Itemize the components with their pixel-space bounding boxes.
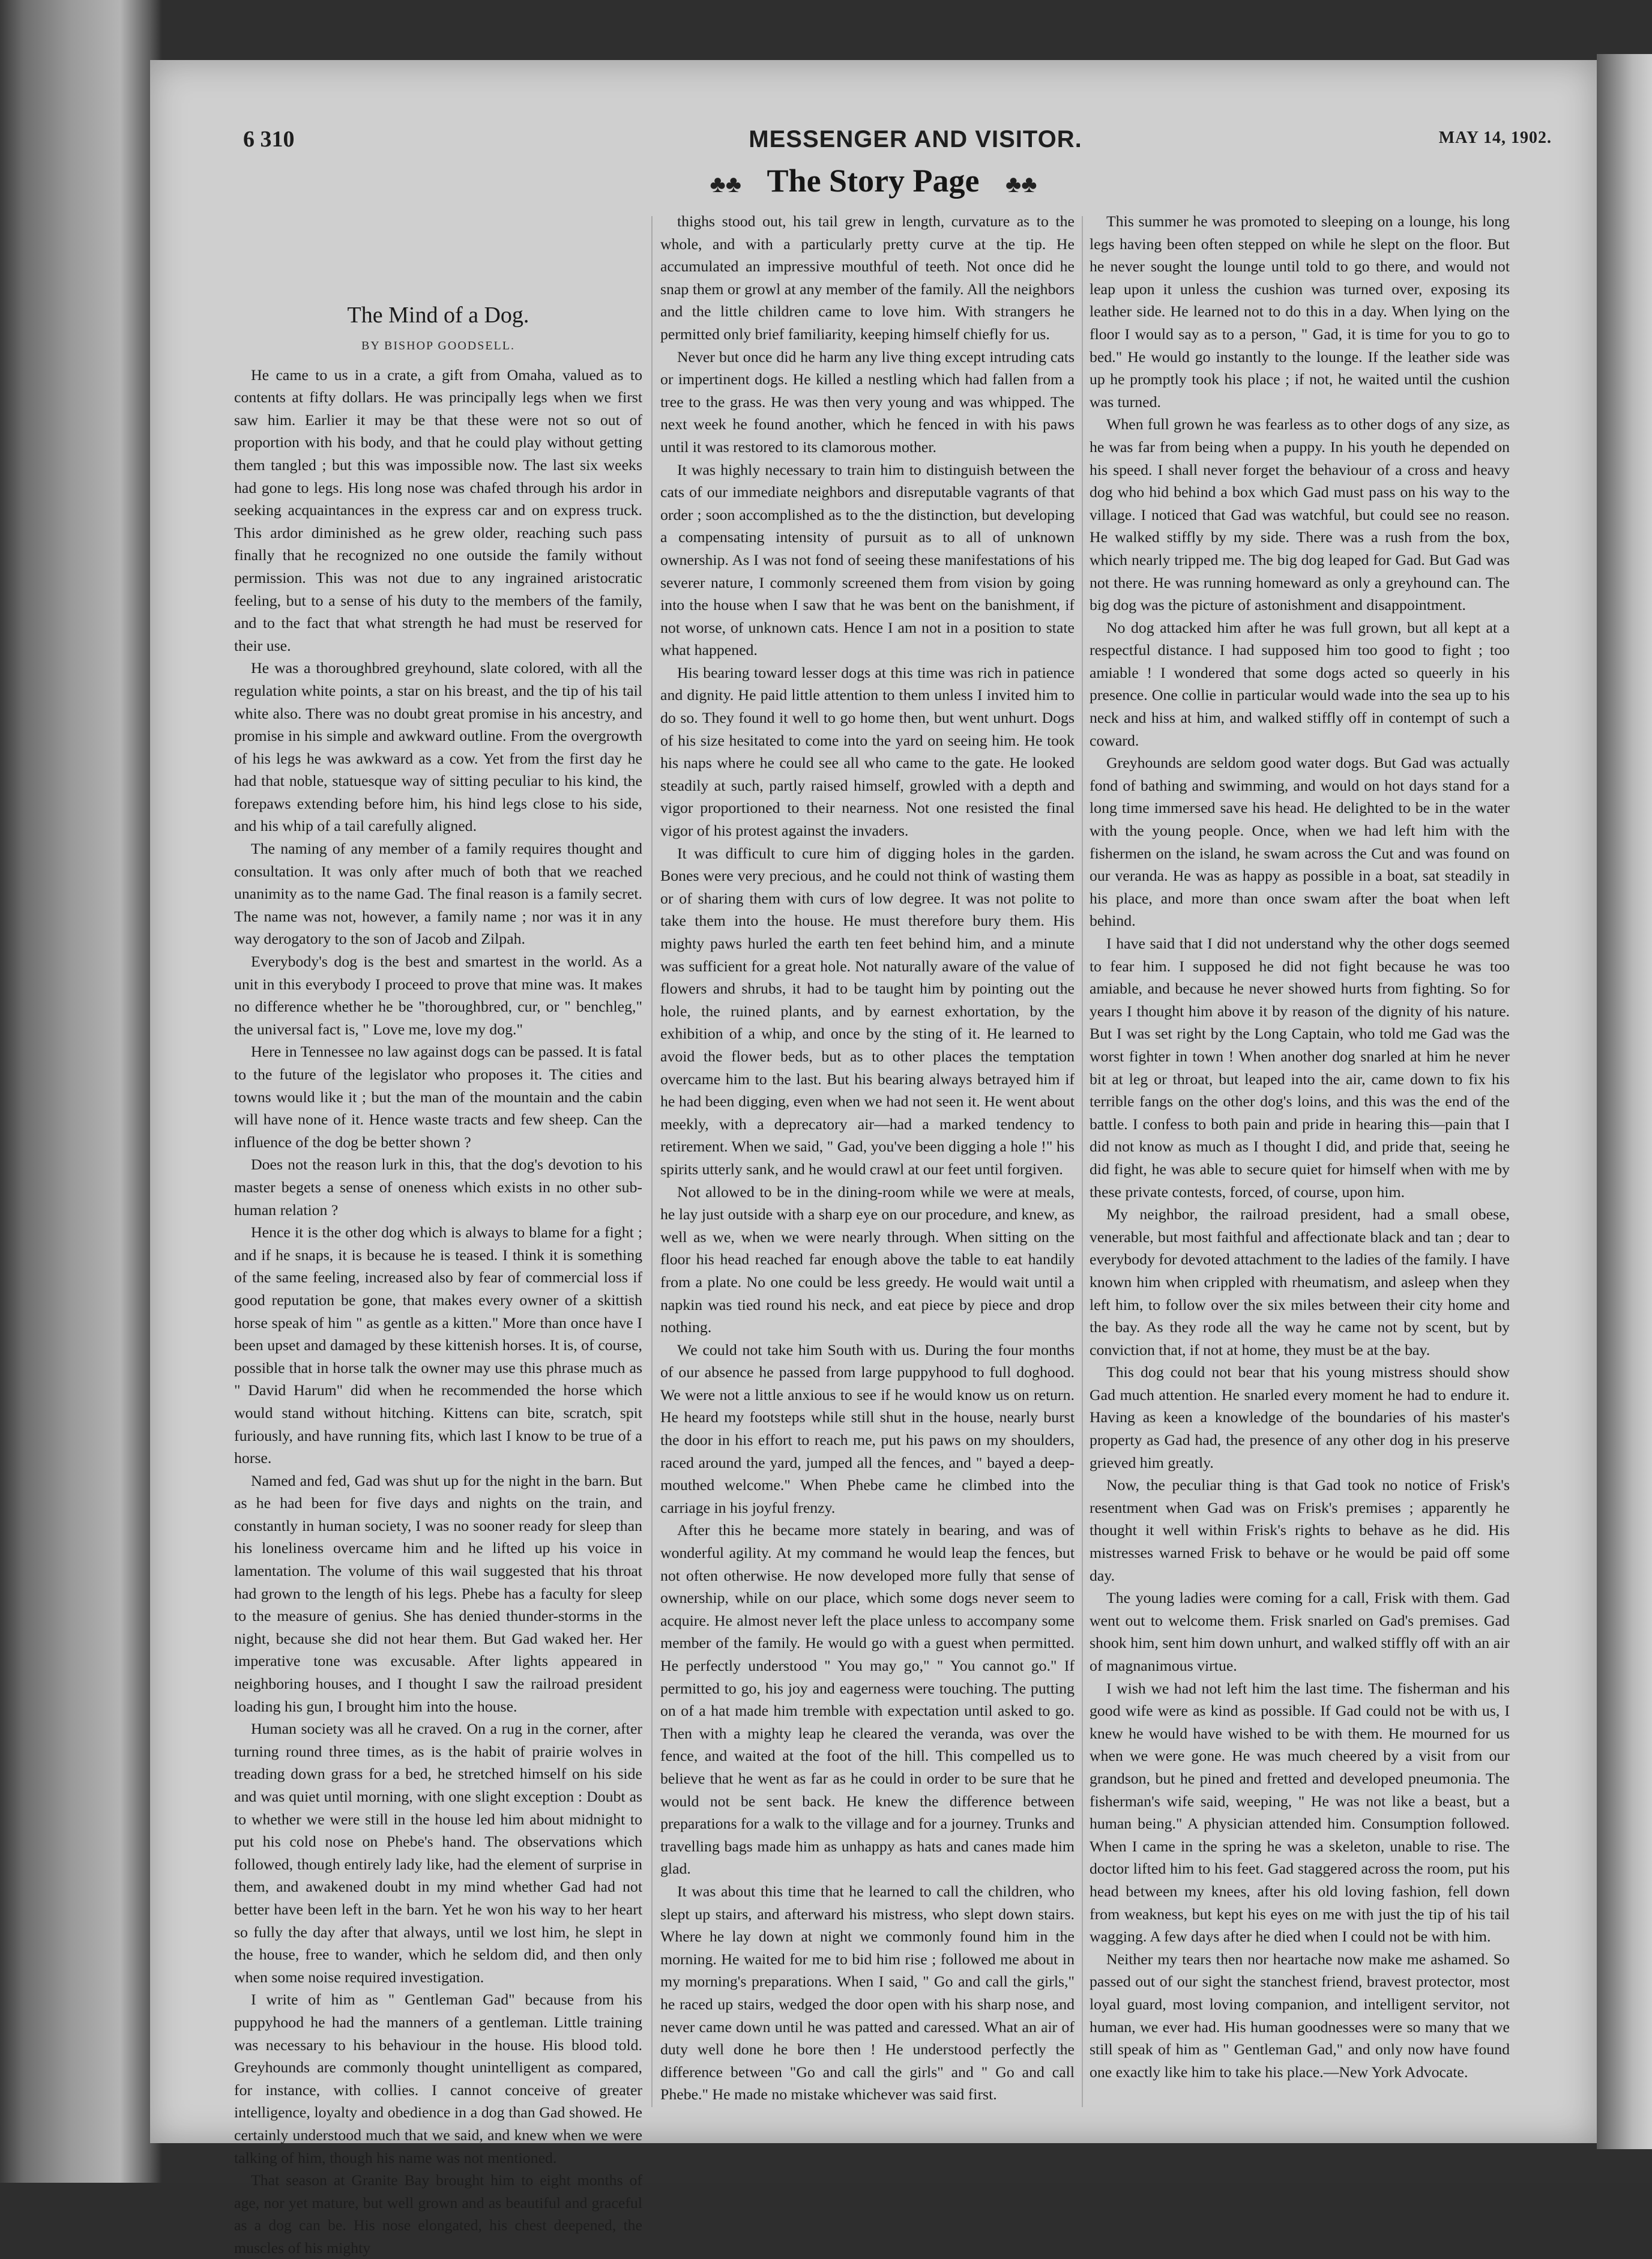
article-paragraph: thighs stood out, his tail grew in length, curvature as to the whole, and with a particularly pretty curve at the tip. He accumulated an impressive mouthful of teeth. Not once did he snap them or growl at any member of the family. All the neighbors and the little children came to love him. With strangers he permitted only brief familiarity, keeping himself chiefly for us. <box>660 213 1075 343</box>
article-paragraph: Here in Tennessee no law against dogs can be passed. It is fatal to the future of the legislator who proposes it. The cities and towns would like it ; but the man of the mountain and the cabin will have none of it. Hence waste tracts and few sheep. Can the influence of the dog be better shown ? <box>234 1043 642 1151</box>
article-byline: BY BISHOP GOODSELL. <box>361 339 515 352</box>
article-paragraph: It was difficult to cure him of digging holes in the garden. Bones were very precious, and he could not think of wasting them or of sharing them with curs of low degree. It was not polite to take them into the house. He must therefore bury them. His mighty paws hurled the earth ten feet behind him, and a minute was sufficient for a great hole. Not naturally aware of the value of flowers and shrubs, it had to be taught him by pointing out the hole, the ruined plants, and by earnest exhortation, by the exhibition of a whip, and once by the sting of it. He learned to avoid the flower beds, but as to other places the temptation overcame him to the last. But his bearing always betrayed him if he had been digging, even when we had not seen it. He went about meekly, with a deprecatory air—had a marked tendency to retirement. When we said, " Gad, you've been digging a hole !" his spirits utterly sank, and he would crawl at our feet until forgiven. <box>660 844 1075 1178</box>
article-paragraph: He came to us in a crate, a gift from Omaha, valued as to contents at fifty dollars. He was principally legs when we first saw him. Earlier it may be that these were not so out of proportion with his body, and that he could play without getting them tangled ; but this was impossible now. The last six weeks had gone to legs. His long nose was chafed through his ardor in seeking acquaintances in the express car and on express truck. This ardor diminished as he grew older, reaching such pass finally that he recognized no one outside the family without permission. This was not due to any ingrained aristocratic feeling, but to a sense of his duty to the members of the family, and to the fact that what strength he had must be reserved for their use. <box>234 366 642 654</box>
article-paragraph: I wish we had not left him the last time. The fisherman and his good wife were as kind as possible. If Gad could not be with us, I knew he would have wished to be with them. He mourned for us when we were gone. He was much cheered by a visit from our grandson, but he pined and fretted and developed pneumonia. The fisherman's wife said, weeping, " He was not like a beast, but a human being." A physician attended him. Consumption followed. When I came in the spring he was a skeleton, unable to rise. The doctor lifted him to his feet. Gad staggered across the room, put his head between my knees, after his old loving fashion, fell down from weakness, but kept his eyes on me with just the tip of his tail wagging. A few days after he died when I could not be with him. <box>1090 1679 1510 1946</box>
column-divider <box>651 216 653 2107</box>
article-paragraph: We could not take him South with us. During the four months of our absence he passed from large puppyhood to full doghood. We were not a little anxious to see if he would know us on return. He heard my footsteps while still shut in the house, nearly burst the door in his effort to reach me, put his paws on my shoulders, raced around the yard, jumped all the fences, and " bayed a deep-mouthed welcome." When Phebe came he climbed into the carriage in his joyful frenzy. <box>660 1341 1075 1516</box>
column-divider <box>1082 216 1083 2107</box>
article-paragraph: Now, the peculiar thing is that Gad took no notice of Frisk's resentment when Gad was on Frisk's premises ; apparently he thought it well within Frisk's rights to behave as he did. His mistresses warned Frisk to behave or he would be paid off some day. <box>1090 1476 1510 1584</box>
article-paragraph: After this he became more stately in bearing, and was of wonderful agility. At my command he would leap the fences, but not often otherwise. He now developed more fully that sense of ownership, while on our place, which some dogs never seem to acquire. He almost never left the place unless to accompany some member of the family. He would go with a guest when permitted. He perfectly understood " You may go," " You cannot go." If permitted to go, his joy and eagerness were touching. The putting on of a hat made him tremble with expectation until asked to go. Then with a mighty leap he cleared the veranda, was over the fence, and waited at the foot of the hill. This compelled us to believe that he went as far as he could in order to be sure that he would not be sent back. He knew the difference between preparations for a walk to the village and for a journey. Trunks and travelling bags made him as unhappy as hats and canes made him glad. <box>660 1521 1075 1878</box>
article-paragraph: This summer he was promoted to sleeping on a lounge, his long legs having been often stepped on while he slept on the floor. But he never sought the lounge until told to go there, and would not leap upon it unless the cushion was turned over, exposing its leather side. He learned not to do this in a day. When lying on the floor I would say as to a person, " Gad, it is time for you to go to bed." He would go instantly to the lounge. If the leather side was up he promptly took his place ; if not, he waited until the cushion was turned. <box>1090 213 1510 411</box>
article-column-1 <box>234 240 642 2257</box>
column-body <box>234 364 642 2259</box>
article-paragraph: Hence it is the other dog which is always to blame for a fight ; and if he snaps, it is because he is teased. I think it is something of the same feeling, increased also by fear of commercial loss if good reputation be gone, that makes every owner of a skittish horse speak of him " as gentle as a kitten." More than once have I been upset and damaged by these kittenish horses. It is, of course, possible that in horse talk the owner may use this phrase much as " David Harum" did when he recommended the horse which would stand without hitching. Kittens can bite, scratch, spit furiously, and have running fits, which last I know to be true of a horse. <box>234 1223 642 1467</box>
masthead <box>243 126 1588 162</box>
newspaper-page <box>150 60 1597 2257</box>
article-paragraph: That season at Granite Bay brought him to eight months of age, nor yet mature, but well grown and as beautiful and graceful as a dog can be. His nose elongated, his chest deepened, the muscles of his mighty <box>234 2171 642 2257</box>
article-paragraph: No dog attacked him after he was full grown, but all kept at a respectful distance. I had supposed him too good to fight ; too amiable ! I wondered that some dogs acted so queerly in his presence. One collie in particular would wade into the sea up to his neck and hiss at him, and walked stiffly off in contempt of such a coward. <box>1090 618 1510 749</box>
article-paragraph: Neither my tears then nor heartache now make me ashamed. So passed out of our sight the stanchest friend, bravest protector, most loyal guard, most loving companion, and intelligent servitor, not human, we ever had. His human goodnesses were so many that we still speak of him as " Gentleman Gad," and only now have found one exactly like him to take his place.—New York Advocate. <box>1090 1950 1510 2081</box>
article-paragraph: Human society was all he craved. On a rug in the corner, after turning round three times, as is the habit of prairie wolves in treading down grass for a bed, he stretched himself on his side and was quiet until morning, with one slight exception : Doubt as to whether we were still in the house led him about midnight to put his cold nose on Phebe's hand. The observations which followed, though entirely lady like, had the element of surprise in them, and awakened doubt in my mind whether Gad had not better have been left in the barn. Yet he won his way to her heart so fully the day after that always, until we lost him, he slept in the house, free to wander, which he seldom did, and then only when some noise required investigation. <box>234 1720 642 1986</box>
section-title: The Story Page <box>767 163 980 199</box>
article-paragraph: Does not the reason lurk in this, that the dog's devotion to his master begets a sense of oneness which exists in no other sub-human relation ? <box>234 1156 642 1219</box>
article-paragraph: Never but once did he harm any live thing except intruding cats or impertinent dogs. He killed a nestling which had fallen from a tree to the grass. He was then very young and was whipped. The next week he found another, which he fenced in with his paws until it was restored to its clamorous mother. <box>660 348 1075 456</box>
article-paragraph: Not allowed to be in the dining-room while we were at meals, he lay just outside with a sharp eye on our procedure, and knew, as well as we, when we were nearly through. When sitting on the floor his head reached far enough above the table to eat handily from a plate. No one could be less greedy. He would wait until a napkin was tied round his neck, and eat piece by piece and drop nothing. <box>660 1183 1075 1336</box>
article-paragraph: The naming of any member of a family requires thought and consultation. It was only after much of both that we reached unanimity as to the name Gad. The final reason is a family secret. The name was not, however, a family name ; nor was it in any way derogatory to the son of Jacob and Zilpah. <box>234 840 642 948</box>
binding-edge <box>1597 54 1652 2149</box>
article-paragraph: I write of him as " Gentleman Gad" because from his puppyhood he had the manners of a gentleman. Little training was necessary to his behaviour in the house. His blood told. Greyhounds are commonly thought unintelligent as compared, for instance, with collies. I cannot conceive of greater intelligence, loyalty and obedience in a dog than Gad showed. He certainly understood much that we said, and knew when we were talking of him, though his name was not mentioned. <box>234 1991 642 2167</box>
column-body <box>1090 210 1510 2083</box>
article-paragraph: He was a thoroughbred greyhound, slate colored, with all the regulation white points, a star on his breast, and the tip of his tail white also. There was no doubt great promise in his ancestry, and promise in his simple and awkward outline. From the overgrowth of his legs he was awkward as a cow. Yet from the first day he had that noble, statuesque way of sitting peculiar to his kind, the forepaws extending before him, his hind legs close to his side, and his whip of a tail carefully aligned. <box>234 659 642 835</box>
clover-ornament-icon: ♣​♣ <box>1005 170 1037 198</box>
article-column-2 <box>660 210 1075 2113</box>
article-paragraph: I have said that I did not understand why the other dogs seemed to fear him. I supposed he did not fight because he was too amiable, and because he never showed hurts from fighting. So for years I thought him above it by reason of the dignity of his nature. But I was set right by the Long Captain, who told me Gad was the worst fighter in town ! When another dog snarled at him he never bit at leg or throat, but leaped into the air, came down to fix his terrible fangs on the other dog's loins, and this was the end of the battle. I confess to both pain and pride in hearing this—pain that I did not know as much as I thought I did, and pride that, seeing he did fight, he was able to secure quiet for himself when with me by these private contests, forced, of course, upon him. <box>1090 935 1510 1201</box>
column-body <box>660 210 1075 2106</box>
clover-ornament-icon: ♣​♣ <box>710 170 741 198</box>
article-title: The Mind of a Dog. <box>347 303 529 328</box>
article-paragraph: Greyhounds are seldom good water dogs. But Gad was actually fond of bathing and swimming, and would on hot days stand for a long time immersed save his head. He delighted to be in the water with the young people. Once, when we had left him with the fishermen on the island, he swam across the Cut and was found on our veranda. He was as happy as possible in a boat, sat steadily in his place, and more than once swam after the boat when left behind. <box>1090 754 1510 930</box>
article-paragraph: The young ladies were coming for a call, Frisk with them. Gad went out to welcome them. Frisk snarled on Gad's premises. Gad shook him, sent him down unhurt, and walked stiffly off with an air of magnanimous virtue. <box>1090 1589 1510 1674</box>
section-header <box>150 162 1597 210</box>
article-paragraph: It was about this time that he learned to call the children, who slept up stairs, and afterward his mistress, who slept down stairs. Where he lay down at night we commonly found him in the morning. He waited for me to bid him rise ; followed me about in my morning's preparations. When I said, " Go and call the girls," he raced up stairs, wedged the door open with his sharp nose, and never came down until he was patted and caressed. What an air of duty well done he bore then ! He understood perfectly the difference between "Go and call the girls" and " Go and call Phebe." He made no mistake whichever was said first. <box>660 1882 1075 2104</box>
article-paragraph: It was highly necessary to train him to distinguish between the cats of our immediate neighbors and disreputable vagrants of that order ; soon accomplished as to the the distinction, but developing a compensating intensity of pursuit as to all of unknown ownership. As I was not fond of seeing these manifestations of his severer nature, I commonly screened them from vision by going into the house when I saw that he was bent on the banishment, if not worse, of unknown cats. Hence I am not in a position to state what happened. <box>660 460 1075 659</box>
article-column-3 <box>1090 210 1510 2113</box>
article-paragraph: His bearing toward lesser dogs at this time was rich in patience and dignity. He paid little attention to them unless I invited him to do so. They found it well to go home then, but went unhurt. Dogs of his size hesitated to come into the yard on seeing him. He took his naps where he could see all who came to the gate. He looked steadily at such, partly raised himself, growled with a depth and vigor proportioned to their nearness. Not one resisted the final vigor of his protest against the invaders. <box>660 663 1075 840</box>
paper-title: MESSENGER AND VISITOR. <box>749 126 1082 152</box>
article-paragraph: When full grown he was fearless as to other dogs of any size, as he was far from being when a puppy. In his youth he depended on his speed. I shall never forget the behaviour of a cross and heavy dog who hid behind a box which Gad must pass on his way to the village. I noticed that Gad was watchful, but could see no reason. He walked stiffly by my side. There was a rush from the box, which nearly tripped me. The big dog leaped for Gad. But Gad was not there. He was running homeward as only a greyhound can. The big dog was the picture of astonishment and disappointment. <box>1090 415 1510 614</box>
article-paragraph: Everybody's dog is the best and smartest in the world. As a unit in this everybody I proceed to prove that mine was. It makes no difference whether he be "thoroughbred, cur, or " benchleg," the universal fact is, " Love me, love my dog." <box>234 953 642 1038</box>
page-number: 6 310 <box>243 127 295 152</box>
article-paragraph: My neighbor, the railroad president, had a small obese, venerable, but most faithful and affectionate black and tan ; dear to everybody for devoted attachment to the ladies of the family. I have known him when crippled with rheumatism, and asleep when they left him, to follow over the six miles between their city home and the bay. As they rode all the way he came not by scent, but by conviction that, if not at home, they must be at the bay. <box>1090 1205 1510 1359</box>
article-paragraph: Named and fed, Gad was shut up for the night in the barn. But as he had been for five days and nights on the train, and constantly in human society, I was no sooner ready for sleep than his loneliness overcame him and he lifted up his voice in lamentation. The volume of this wail suggested that his throat had grown to the length of his legs. Phebe has a faculty for sleep to the measure of genius. She has denied thunder-storms in the night, because she did not hear them. But Gad waked her. Her imperative tone was excusable. After lights appeared in neighboring houses, and I thought I saw the railroad president loading his gun, I brought him into the house. <box>234 1471 642 1715</box>
article-paragraph: This dog could not bear that his young mistress should show Gad much attention. He snarled every moment he had to endure it. Having as keen a knowledge of the boundaries of his master's property as Gad had, the presence of any other dog in his preserve grieved him greatly. <box>1090 1363 1510 1471</box>
issue-date: MAY 14, 1902. <box>1438 128 1552 147</box>
